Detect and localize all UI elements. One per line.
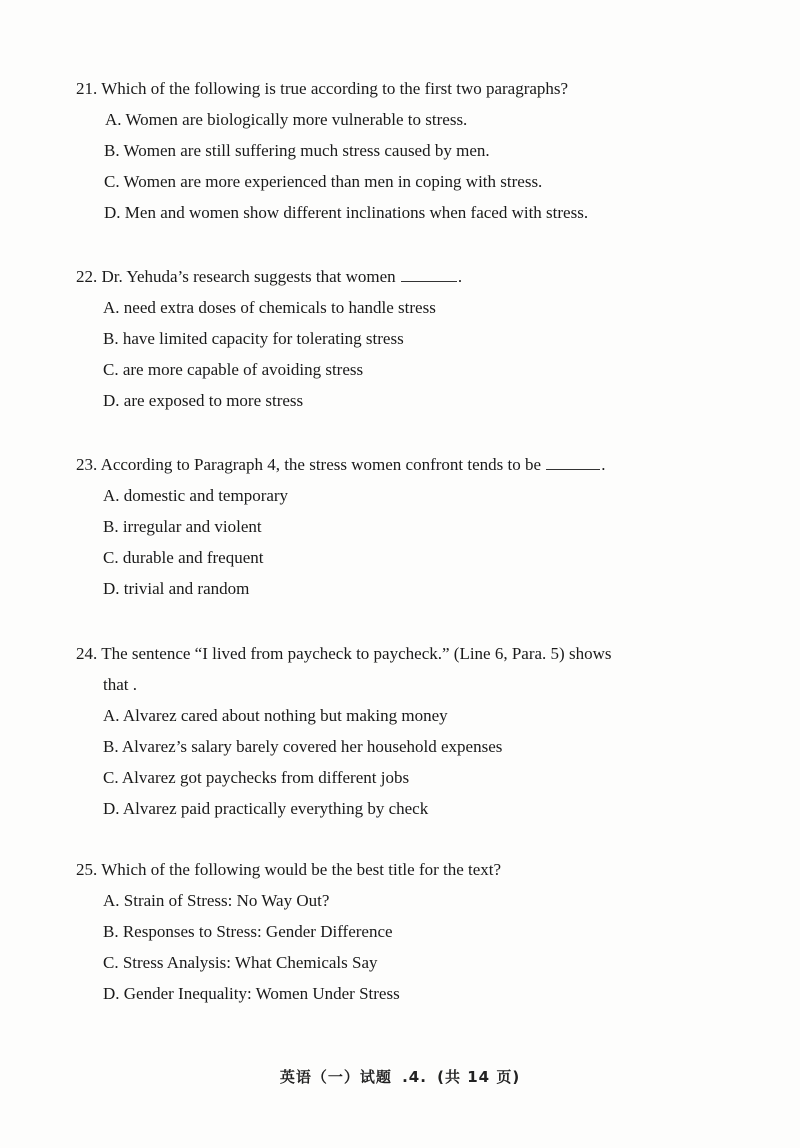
- question-stem: [76, 643, 716, 665]
- option-b[interactable]: B. Women are still suffering much stress caused by men.: [104, 141, 490, 160]
- question-text: Which of the following would be the best title for the text?: [101, 860, 502, 879]
- option-a[interactable]: A. Strain of Stress: No Way Out?: [103, 891, 330, 910]
- option-c[interactable]: C. Women are more experienced than men in coping with stress.: [104, 172, 543, 191]
- option-d[interactable]: D. Men and women show different inclinations when faced with stress.: [104, 203, 589, 222]
- footer-page-total: (共 14 页): [437, 1068, 521, 1086]
- option-d[interactable]: D. are exposed to more stress: [103, 391, 304, 410]
- option-a[interactable]: A. Alvarez cared about nothing but making money: [103, 706, 448, 725]
- stem-period: .: [601, 455, 606, 474]
- question-24: [76, 643, 716, 820]
- question-text: The sentence “I lived from paycheck to paycheck.” (Line 6, Para. 5) shows: [101, 644, 612, 663]
- option-c[interactable]: C. Alvarez got paychecks from different jobs: [103, 768, 410, 787]
- question-text-cont: that: [103, 675, 129, 694]
- option-b[interactable]: B. have limited capacity for tolerating stress: [103, 329, 404, 348]
- option-a[interactable]: A. domestic and temporary: [103, 486, 289, 505]
- option-list: [76, 705, 716, 820]
- option-c[interactable]: C. Stress Analysis: What Chemicals Say: [103, 953, 378, 972]
- question-22: [76, 266, 716, 412]
- question-stem: [76, 859, 716, 881]
- stem-period: .: [457, 267, 463, 286]
- option-c[interactable]: C. are more capable of avoiding stress: [103, 360, 364, 379]
- option-c[interactable]: C. durable and frequent: [103, 548, 264, 567]
- footer-page-number: .4.: [402, 1068, 427, 1086]
- option-list: [76, 485, 716, 600]
- question-25: [76, 859, 716, 1005]
- answer-blank: [401, 267, 457, 282]
- question-text: Dr. Yehuda’s research suggests that women: [101, 267, 396, 286]
- option-a[interactable]: A. need extra doses of chemicals to handle stress: [103, 298, 436, 317]
- question-text: Which of the following is true according to the first two paragraphs?: [101, 79, 569, 98]
- option-b[interactable]: B. irregular and violent: [103, 517, 262, 536]
- question-number: 21.: [76, 79, 98, 98]
- option-b[interactable]: B. Responses to Stress: Gender Difference: [103, 922, 393, 941]
- footer-subject: 英语（一）试题: [279, 1068, 392, 1086]
- stem-period: .: [132, 675, 137, 694]
- option-list: [76, 297, 716, 412]
- question-number: 25.: [76, 860, 98, 879]
- answer-blank: [546, 455, 600, 470]
- question-21: [76, 78, 716, 224]
- question-23: [76, 454, 716, 600]
- question-stem: [76, 454, 716, 476]
- option-list: [76, 109, 716, 224]
- page-footer: [0, 1066, 800, 1087]
- question-number: 22.: [76, 267, 98, 286]
- option-list: [76, 890, 716, 1005]
- option-d[interactable]: D. trivial and random: [103, 579, 250, 598]
- option-d[interactable]: D. Alvarez paid practically everything by check: [103, 799, 429, 818]
- option-d[interactable]: D. Gender Inequality: Women Under Stress: [103, 984, 400, 1003]
- question-stem: [76, 78, 716, 100]
- option-a[interactable]: A. Women are biologically more vulnerable to stress.: [105, 110, 468, 129]
- question-stem: [76, 266, 716, 288]
- option-b[interactable]: B. Alvarez’s salary barely covered her household expenses: [103, 737, 503, 756]
- question-number: 24.: [76, 644, 98, 663]
- question-number: 23.: [76, 455, 98, 474]
- question-text: According to Paragraph 4, the stress women confront tends to be: [100, 455, 542, 474]
- question-stem-continued: [103, 674, 716, 696]
